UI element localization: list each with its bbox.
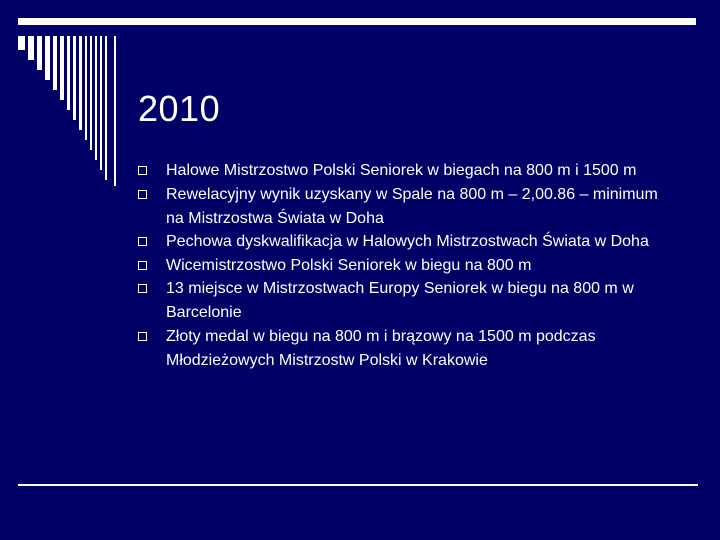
list-item — [138, 325, 678, 373]
list-item-text: Wicemistrzostwo Polski Seniorek w biegu na 800 m — [166, 256, 532, 274]
square-bullet-icon — [138, 284, 147, 293]
bottom-rule — [18, 484, 698, 486]
list-item-text: Rewelacyjny wynik uzyskany w Spale na 800 m – 2,00.86 – minimum na Mistrzostwa Świata w Doha — [166, 185, 658, 227]
list-item-text: Pechowa dyskwalifikacja w Halowych Mistrzostwach Świata w Doha — [166, 233, 649, 250]
decorative-bars-graphic — [18, 36, 128, 186]
square-bullet-icon — [138, 261, 147, 270]
list-item — [138, 230, 678, 254]
list-item — [138, 254, 678, 278]
list-item — [138, 277, 678, 325]
square-bullet-icon — [138, 166, 147, 175]
list-item — [138, 159, 678, 183]
list-item — [138, 183, 678, 231]
bullet-list — [138, 159, 678, 372]
square-bullet-icon — [138, 237, 147, 246]
slide-title: 2010 — [138, 88, 221, 130]
decorative-bars — [18, 36, 128, 186]
square-bullet-icon — [138, 332, 147, 341]
list-item-text: 13 miejsce w Mistrzostwach Europy Seniorek w biegu na 800 m w Barcelonie — [166, 280, 634, 321]
top-rule — [18, 18, 696, 25]
list-item-text: Halowe Mistrzostwo Polski Seniorek w biegach na 800 m i 1500 m — [166, 162, 637, 179]
square-bullet-icon — [138, 190, 147, 199]
list-item-text: Złoty medal w biegu na 800 m i brązowy na 1500 m podczas Młodzieżowych Mistrzostw Polski w Krakowie — [166, 327, 596, 369]
